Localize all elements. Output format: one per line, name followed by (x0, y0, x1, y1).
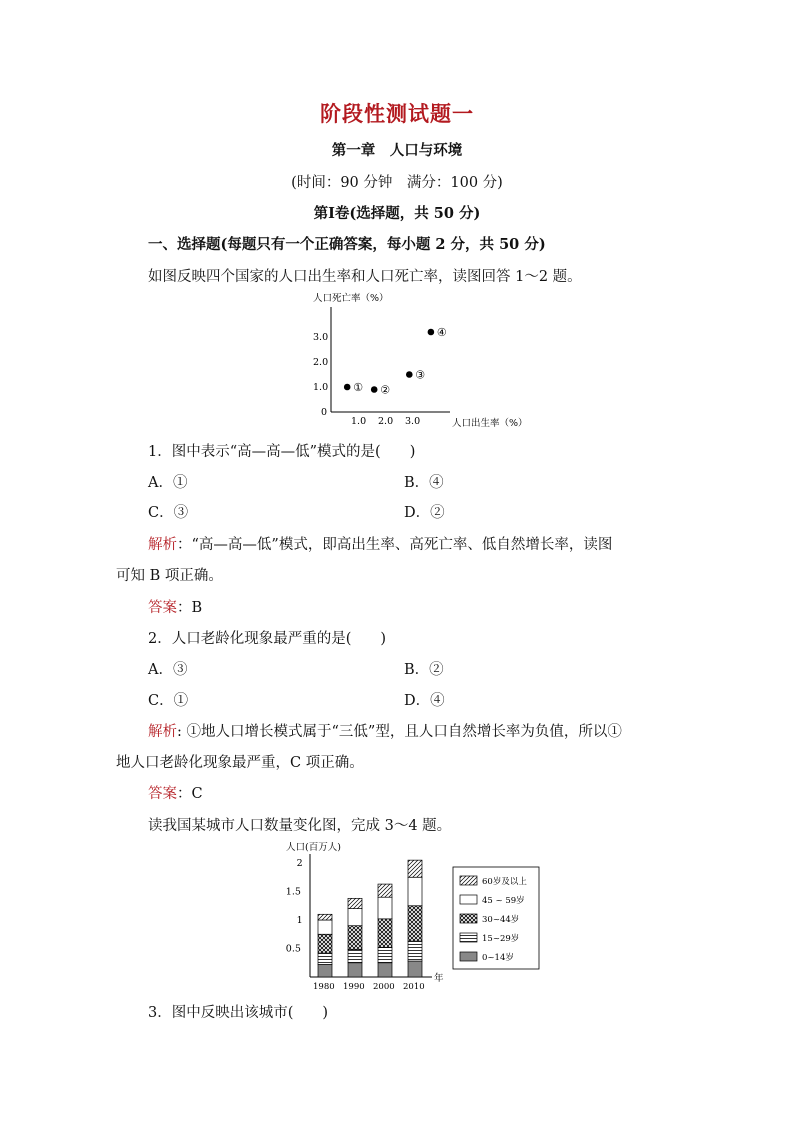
bar-segment (318, 964, 332, 977)
chapter-heading: 第一章 人口与环境 (331, 142, 463, 159)
scatter-chart (305, 285, 530, 430)
legend-swatch (460, 933, 477, 942)
bar-segment (318, 953, 332, 964)
bar-segment (318, 934, 332, 953)
point-label: ④ (436, 326, 447, 339)
x-tick-label: 2.0 (378, 416, 394, 427)
bar-segment (408, 941, 422, 961)
scatter-point (428, 329, 435, 336)
stacked-bar-chart (280, 838, 550, 993)
q1-option-b[interactable]: B．④ (404, 475, 444, 491)
y-axis-label: 人口死亡率（%） (313, 293, 389, 304)
analysis-text: : ①地人口增长模式属于“三低”型，且人口自然增长率为负值，所以① (177, 724, 622, 740)
x-tick-label: 3.0 (405, 416, 421, 427)
legend-label: 30~44岁 (482, 915, 520, 925)
time-info: (时间：90 分钟 满分：100 分) (291, 175, 503, 191)
y-tick-label: 2.0 (313, 357, 329, 368)
bar-segment (348, 926, 362, 950)
point-label: ① (353, 381, 364, 394)
q2-option-d[interactable]: D．④ (404, 693, 445, 709)
bar-segment (348, 963, 362, 977)
q1-answer (148, 596, 202, 617)
answer-label: 答案 (148, 786, 177, 802)
q1-option-a[interactable]: A．① (148, 475, 188, 491)
x-axis-label: 人口出生率（%） (452, 418, 528, 429)
y-tick-labels (286, 858, 303, 955)
y-tick-label: 2 (296, 858, 303, 869)
legend-label: 15~29岁 (482, 934, 520, 944)
y-tick-label: 0.5 (285, 943, 301, 955)
y-axis-label: 人口(百万人) (286, 842, 341, 853)
question-3-stem: 3．图中反映出该城市( ) (148, 1005, 329, 1021)
legend-label: 60岁及以上 (482, 877, 527, 887)
q2-option-b[interactable]: B．② (404, 662, 444, 678)
bar-stacks (318, 860, 422, 977)
x-tick-labels (313, 982, 425, 992)
volume-heading: 第Ⅰ卷(选择题，共 50 分) (313, 205, 481, 222)
x-tick-label: 1990 (343, 982, 365, 992)
bar-segment (348, 898, 362, 908)
point-label: ② (380, 383, 391, 397)
y-tick-label: 3.0 (313, 332, 329, 343)
intro-text-1: 如图反映四个国家的人口出生率和人口死亡率，读图回答 1～2 题。 (148, 269, 582, 285)
scatter-point (406, 371, 413, 378)
legend-swatch (460, 895, 477, 904)
answer-value: ：B (177, 600, 203, 616)
answer-label: 答案 (148, 600, 177, 616)
analysis-label: 解析 (148, 724, 177, 740)
legend-swatch (460, 876, 477, 885)
legend-label: 45 ~ 59岁 (482, 896, 525, 906)
page-title: 阶段性测试题一 (320, 101, 474, 126)
x-tick-label: 2000 (373, 982, 395, 992)
bar-segment (378, 947, 392, 962)
scatter-point (371, 386, 378, 393)
intro-text-2: 读我国某城市人口数量变化图，完成 3～4 题。 (148, 818, 452, 834)
y-tick-label: 1.0 (313, 382, 329, 393)
question-1-stem: 1．图中表示“高—高—低”模式的是( ) (148, 444, 416, 460)
x-tick-label: 2010 (403, 982, 425, 992)
bar-segment (318, 920, 332, 934)
section-heading: 一、选择题(每题只有一个正确答案，每小题 2 分，共 50 分) (148, 236, 546, 253)
analysis-text: ：“高—高—低”模式，即高出生率、高死亡率、低自然增长率，读图 (177, 537, 613, 553)
point-label: ③ (415, 368, 426, 382)
bar-segment (378, 919, 392, 948)
y-tick-label: 1 (296, 915, 303, 926)
q2-analysis-cont: 地人口老龄化现象最严重，C 项正确。 (116, 755, 364, 771)
analysis-label: 解析 (148, 537, 177, 553)
q1-analysis (148, 533, 612, 554)
legend-swatch (460, 914, 477, 923)
bar-segment (408, 877, 422, 906)
bar-segment (318, 914, 332, 920)
bar-segment (348, 950, 362, 963)
x-tick-labels (351, 416, 420, 427)
answer-value: ：C (177, 786, 203, 802)
x-tick-label: 1980 (313, 982, 335, 992)
bar-segment (408, 906, 422, 941)
question-2-stem: 2．人口老龄化现象最严重的是( ) (148, 631, 387, 647)
x-tick-label: 1.0 (351, 416, 367, 427)
q1-option-c[interactable]: C．③ (148, 505, 189, 521)
bar-segment (408, 961, 422, 977)
scatter-point (344, 384, 351, 391)
legend-swatch (460, 952, 477, 961)
bar-segment (378, 884, 392, 897)
q2-option-c[interactable]: C．① (148, 693, 189, 709)
x-axis-label: 年 (434, 973, 444, 984)
bar-segment (378, 897, 392, 919)
q2-answer (148, 782, 203, 803)
bar-segment (408, 860, 422, 877)
q1-option-d[interactable]: D．② (404, 505, 445, 521)
legend-label: 0~14岁 (482, 953, 514, 963)
scatter-points (344, 326, 447, 397)
q2-analysis (148, 720, 622, 741)
bar-segment (348, 909, 362, 926)
y-tick-label: 1.5 (285, 886, 301, 898)
q2-option-a[interactable]: A．③ (148, 662, 188, 678)
origin-label: 0 (321, 407, 328, 418)
q1-analysis-cont: 可知 B 项正确。 (116, 568, 223, 584)
y-tick-labels (313, 332, 328, 393)
bar-segment (378, 963, 392, 977)
